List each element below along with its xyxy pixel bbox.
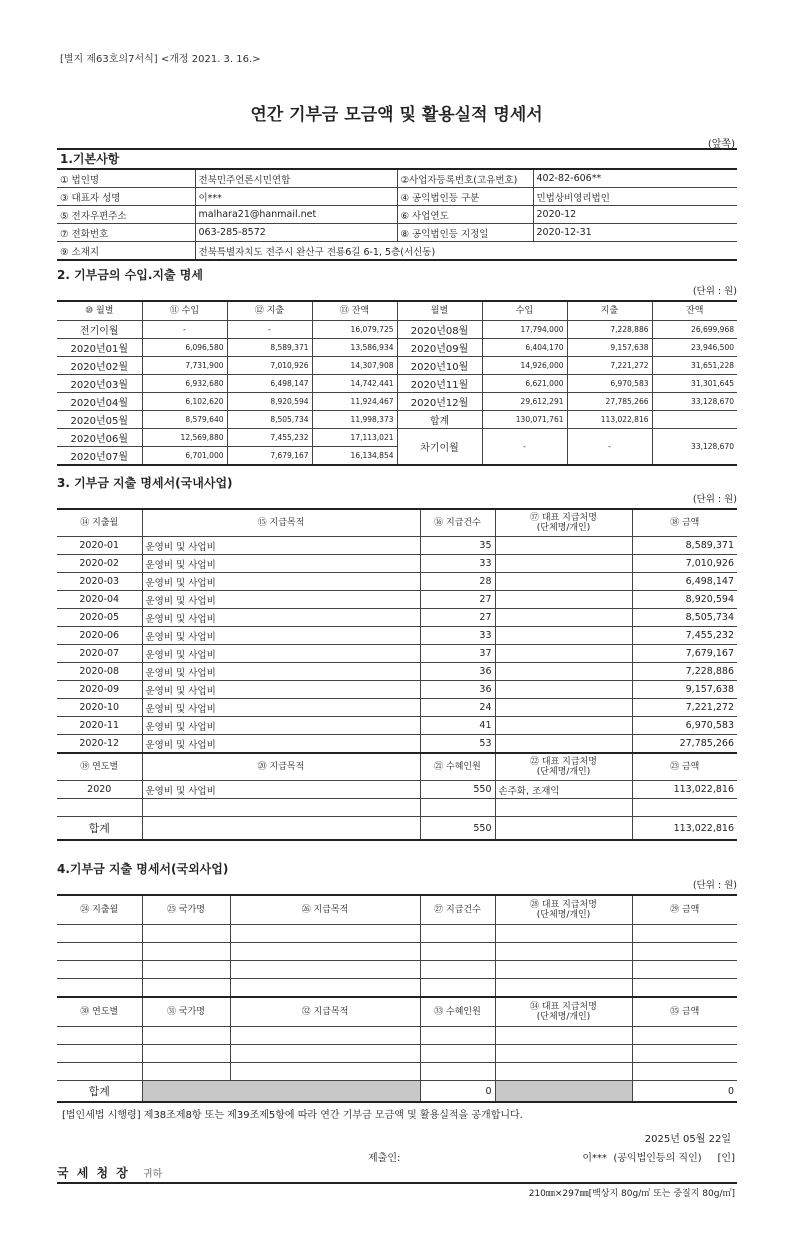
table-cell: 2020년06월 xyxy=(57,429,142,447)
table-cell: 16,079,725 xyxy=(312,321,397,339)
table-cell xyxy=(652,411,737,429)
table-row xyxy=(57,979,737,998)
table-cell: 운영비 및 사업비 xyxy=(142,537,420,555)
submitter-label: 제출인: xyxy=(368,1153,401,1164)
table-cell: ⑱ 금액 xyxy=(632,509,737,537)
table-cell: 2020-12 xyxy=(533,206,737,224)
table-cell xyxy=(420,1045,495,1063)
notice-text: [법인세법 시행령] 제38조제8항 또는 제39조제5항에 따라 연간 기부금 모금액 및 활용실적을 공개합니다. xyxy=(62,1110,523,1121)
table-cell: 운영비 및 사업비 xyxy=(142,627,420,645)
table-cell: 7,679,167 xyxy=(227,447,312,466)
table-cell xyxy=(230,925,420,943)
table-cell: 41 xyxy=(420,717,495,735)
table-cell: 운영비 및 사업비 xyxy=(142,717,420,735)
table-cell: 2020년01월 xyxy=(57,339,142,357)
submitter-value: 이*** (공익법인등의 직인) [인] xyxy=(582,1153,735,1164)
table-row xyxy=(57,735,737,754)
table-cell: ㉔ 지출월 xyxy=(57,895,142,925)
table-header-row xyxy=(57,895,737,925)
table-cell: 6,970,583 xyxy=(632,717,737,735)
table-cell: 24 xyxy=(420,699,495,717)
table-cell: ④ 공익법인등 구분 xyxy=(397,188,533,206)
table-cell: 36 xyxy=(420,681,495,699)
table-cell xyxy=(420,799,495,817)
table-row xyxy=(57,781,737,799)
table-row xyxy=(57,699,737,717)
table-cell xyxy=(495,699,632,717)
table-cell xyxy=(495,609,632,627)
table-row xyxy=(57,627,737,645)
table-cell: 2020년03월 xyxy=(57,375,142,393)
table-cell xyxy=(632,925,737,943)
table-row xyxy=(57,609,737,627)
table-cell: 2020-03 xyxy=(57,573,142,591)
table-cell xyxy=(495,1081,632,1103)
table-cell: 6,621,000 xyxy=(482,375,567,393)
table-cell xyxy=(495,943,632,961)
table-row xyxy=(57,663,737,681)
table-cell xyxy=(632,943,737,961)
table-cell xyxy=(632,961,737,979)
submit-date: 2025년 05월 22일 xyxy=(644,1134,731,1145)
table-cell: 550 xyxy=(420,817,495,841)
table-cell: 2020-12-31 xyxy=(533,224,737,242)
table-row xyxy=(57,645,737,663)
table-cell: 운영비 및 사업비 xyxy=(142,681,420,699)
table-cell: 33 xyxy=(420,555,495,573)
table-cell: 113,022,816 xyxy=(567,411,652,429)
table-cell xyxy=(420,979,495,998)
table-cell xyxy=(495,799,632,817)
table-cell: 6,096,580 xyxy=(142,339,227,357)
table-cell: 7,221,272 xyxy=(632,699,737,717)
table-cell xyxy=(230,1045,420,1063)
table-cell: ㉙ 금액 xyxy=(632,895,737,925)
table-cell: 17,113,021 xyxy=(312,429,397,447)
table-cell: 14,926,000 xyxy=(482,357,567,375)
table-cell: ① 법인명 xyxy=(57,169,195,188)
table-cell: ⑰ 대표 지급처명 (단체명/개인) xyxy=(495,509,632,537)
table-cell xyxy=(495,717,632,735)
table-cell: 2020-01 xyxy=(57,537,142,555)
table-row xyxy=(57,943,737,961)
table-cell: - xyxy=(227,321,312,339)
table-cell: ③ 대표자 성명 xyxy=(57,188,195,206)
table-cell xyxy=(495,1027,632,1045)
table-cell: ㉞ 대표 지급처명 (단체명/개인) xyxy=(495,997,632,1027)
table-header-row xyxy=(57,509,737,537)
table-cell: 운영비 및 사업비 xyxy=(142,735,420,754)
table-cell: 2020년04월 xyxy=(57,393,142,411)
table-cell: 운영비 및 사업비 xyxy=(142,663,420,681)
recipient-line xyxy=(57,1162,737,1184)
table-cell xyxy=(495,645,632,663)
table-header-row xyxy=(57,301,737,321)
table-cell xyxy=(57,943,142,961)
table-cell: 063-285-8572 xyxy=(195,224,397,242)
table-cell: 9,157,638 xyxy=(632,681,737,699)
table-cell: malhara21@hanmail.net xyxy=(195,206,397,224)
table-cell: 2020-02 xyxy=(57,555,142,573)
table-cell xyxy=(230,943,420,961)
table-cell xyxy=(57,1063,142,1081)
table-cell xyxy=(495,961,632,979)
table-cell: 14,307,908 xyxy=(312,357,397,375)
table-cell: 이*** xyxy=(195,188,397,206)
table-cell xyxy=(142,1027,230,1045)
table-cell: 전기이월 xyxy=(57,321,142,339)
table-cell xyxy=(57,979,142,998)
table-row xyxy=(57,1063,737,1081)
table-cell: 7,731,900 xyxy=(142,357,227,375)
table-cell: 27,785,266 xyxy=(632,735,737,754)
table-row xyxy=(57,169,737,188)
table-cell: 합계 xyxy=(397,411,482,429)
table-cell xyxy=(495,1045,632,1063)
table-cell: 2020년12월 xyxy=(397,393,482,411)
table-cell: 2020년05월 xyxy=(57,411,142,429)
section-title: 1.기본사항 xyxy=(60,152,120,166)
table-cell xyxy=(142,817,420,841)
table-cell xyxy=(142,1063,230,1081)
table-cell: 113,022,816 xyxy=(632,817,737,841)
section-basic-info xyxy=(57,148,737,261)
table-cell xyxy=(495,555,632,573)
table-cell xyxy=(142,1045,230,1063)
table-cell: 130,071,761 xyxy=(482,411,567,429)
table-cell: 550 xyxy=(420,781,495,799)
table-cell: 8,589,371 xyxy=(632,537,737,555)
table-row xyxy=(57,393,737,411)
recipient: 국 세 청 장 xyxy=(57,1166,130,1180)
table-cell: ㉑ 수혜인원 xyxy=(420,753,495,781)
table-cell: 7,455,232 xyxy=(227,429,312,447)
table-cell xyxy=(632,979,737,998)
table-row xyxy=(57,537,737,555)
table-cell: 35 xyxy=(420,537,495,555)
table-header-row xyxy=(57,997,737,1027)
table-row xyxy=(57,925,737,943)
table-cell: 11,998,373 xyxy=(312,411,397,429)
table-cell xyxy=(420,925,495,943)
table-cell: 0 xyxy=(420,1081,495,1103)
table-cell: ⑯ 지급건수 xyxy=(420,509,495,537)
form-number: [별지 제63호의7서식] <개정 2021. 3. 16.> xyxy=(60,54,261,65)
table-cell: 7,221,272 xyxy=(567,357,652,375)
table-cell: 6,932,680 xyxy=(142,375,227,393)
table-row xyxy=(57,339,737,357)
table-cell xyxy=(57,961,142,979)
table-cell: 민법상비영리법인 xyxy=(533,188,737,206)
table-cell: ㉒ 대표 지급처명 (단체명/개인) xyxy=(495,753,632,781)
table-cell: 11,924,467 xyxy=(312,393,397,411)
table-cell: 2020-05 xyxy=(57,609,142,627)
section-overseas-expense xyxy=(57,860,737,1103)
table-cell xyxy=(420,961,495,979)
table-cell xyxy=(495,817,632,841)
table-cell: 0 xyxy=(632,1081,737,1103)
table-cell: 8,920,594 xyxy=(227,393,312,411)
table-cell: ⑫ 지출 xyxy=(227,301,312,321)
table-cell xyxy=(495,681,632,699)
table-cell: 2020-11 xyxy=(57,717,142,735)
table-cell: 6,404,170 xyxy=(482,339,567,357)
table-row xyxy=(57,188,737,206)
table-cell xyxy=(230,961,420,979)
table-cell: 33,128,670 xyxy=(652,429,737,466)
table-cell: 53 xyxy=(420,735,495,754)
table-cell xyxy=(142,1081,420,1103)
table-cell: - xyxy=(142,321,227,339)
table-cell: 28 xyxy=(420,573,495,591)
paper-spec: 210㎜×297㎜[백상지 80g/㎡ 또는 중질지 80g/㎡] xyxy=(528,1189,735,1199)
table-cell: 14,742,441 xyxy=(312,375,397,393)
table-cell: 2020-06 xyxy=(57,627,142,645)
address-label: ⑨ 소재지 xyxy=(57,242,195,261)
table-row xyxy=(57,1045,737,1063)
table-cell: ㉓ 금액 xyxy=(632,753,737,781)
table-cell: 7,228,886 xyxy=(567,321,652,339)
table-row xyxy=(57,224,737,242)
table-cell: 2020-07 xyxy=(57,645,142,663)
table-cell: 26,699,968 xyxy=(652,321,737,339)
table-cell: 6,498,147 xyxy=(227,375,312,393)
unit-label: (단위 : 원) xyxy=(692,286,737,297)
table-cell: 8,505,734 xyxy=(227,411,312,429)
table-row xyxy=(57,206,737,224)
table-cell: ㉕ 국가명 xyxy=(142,895,230,925)
table-cell: 2020-12 xyxy=(57,735,142,754)
table-cell xyxy=(495,1063,632,1081)
table-cell xyxy=(632,1063,737,1081)
table-cell: 27 xyxy=(420,591,495,609)
table-cell xyxy=(632,799,737,817)
table-cell xyxy=(142,961,230,979)
table-cell: 31,301,645 xyxy=(652,375,737,393)
section-title: 2. 기부금의 수입.지출 명세 xyxy=(57,268,203,282)
table-row xyxy=(57,573,737,591)
unit-label: (단위 : 원) xyxy=(692,494,737,505)
table-row xyxy=(57,411,737,429)
table-cell: 6,701,000 xyxy=(142,447,227,466)
table-cell: ㉘ 대표 지급처명 (단체명/개인) xyxy=(495,895,632,925)
table-cell xyxy=(632,1045,737,1063)
table-row xyxy=(57,1027,737,1045)
table-cell: 7,228,886 xyxy=(632,663,737,681)
table-cell xyxy=(230,979,420,998)
section-title: 3. 기부금 지출 명세서(국내사업) xyxy=(57,476,233,490)
table-cell: ⑧ 공익법인등 지정일 xyxy=(397,224,533,242)
table-cell: 2020년11월 xyxy=(397,375,482,393)
table-cell: ⑲ 연도별 xyxy=(57,753,142,781)
table-cell: 운영비 및 사업비 xyxy=(142,781,420,799)
table-cell: 113,022,816 xyxy=(632,781,737,799)
table-cell: 33,128,670 xyxy=(652,393,737,411)
table-cell: ㉜ 지급목적 xyxy=(230,997,420,1027)
table-cell: 2020년02월 xyxy=(57,357,142,375)
table-cell: ㉟ 금액 xyxy=(632,997,737,1027)
table-cell xyxy=(57,799,142,817)
table-cell: 36 xyxy=(420,663,495,681)
table-cell: 402-82-606** xyxy=(533,169,737,188)
section-domestic-expense xyxy=(57,474,737,841)
table-cell xyxy=(420,943,495,961)
table-cell: ㉛ 국가명 xyxy=(142,997,230,1027)
table-cell xyxy=(495,735,632,754)
table-row xyxy=(57,717,737,735)
table-row xyxy=(57,681,737,699)
table-row xyxy=(57,321,737,339)
table-cell: ⑳ 지급목적 xyxy=(142,753,420,781)
table-cell: 6,102,620 xyxy=(142,393,227,411)
table-cell xyxy=(495,573,632,591)
table-cell: 2020년09월 xyxy=(397,339,482,357)
recipient-suffix: 귀하 xyxy=(143,1169,163,1180)
table-cell: 29,612,291 xyxy=(482,393,567,411)
address-value: 전북특별자치도 전주시 완산구 전룡6길 6-1, 5층(서신동) xyxy=(195,242,737,261)
table-cell: 33 xyxy=(420,627,495,645)
table-cell: ⑩ 월별 xyxy=(57,301,142,321)
table-cell xyxy=(142,925,230,943)
table-cell: 2020-09 xyxy=(57,681,142,699)
table-row xyxy=(57,555,737,573)
table-cell: 합계 xyxy=(57,1081,142,1103)
table-cell: 운영비 및 사업비 xyxy=(142,591,420,609)
table-cell: 운영비 및 사업비 xyxy=(142,645,420,663)
table-cell: 27,785,266 xyxy=(567,393,652,411)
section-income-expense xyxy=(57,266,737,466)
table-cell xyxy=(495,537,632,555)
table-cell: 8,920,594 xyxy=(632,591,737,609)
table-cell: 6,970,583 xyxy=(567,375,652,393)
table-cell: 운영비 및 사업비 xyxy=(142,555,420,573)
table-cell xyxy=(142,979,230,998)
table-cell: ⑦ 전화번호 xyxy=(57,224,195,242)
table-cell: 수입 xyxy=(482,301,567,321)
table-cell: ㉝ 수혜인원 xyxy=(420,997,495,1027)
table-cell: ㉗ 지급건수 xyxy=(420,895,495,925)
table-cell: 운영비 및 사업비 xyxy=(142,609,420,627)
table-cell xyxy=(495,925,632,943)
table-cell: 2020-10 xyxy=(57,699,142,717)
table-cell xyxy=(495,663,632,681)
table-row xyxy=(57,799,737,817)
table-cell: ㉚ 연도별 xyxy=(57,997,142,1027)
table-cell xyxy=(420,1027,495,1045)
total-row xyxy=(57,1081,737,1103)
table-cell xyxy=(57,925,142,943)
table-cell: 6,498,147 xyxy=(632,573,737,591)
table-cell: 합계 xyxy=(57,817,142,841)
table-cell xyxy=(142,799,420,817)
table-cell: ㉖ 지급목적 xyxy=(230,895,420,925)
table-cell: 8,505,734 xyxy=(632,609,737,627)
table-cell: 운영비 및 사업비 xyxy=(142,573,420,591)
table-cell: ⑪ 수입 xyxy=(142,301,227,321)
table-cell: 8,589,371 xyxy=(227,339,312,357)
table-cell xyxy=(495,979,632,998)
table-cell: 8,579,640 xyxy=(142,411,227,429)
table-cell: ②사업자등록번호(고유번호) xyxy=(397,169,533,188)
table-cell: 전북민주언론시민연합 xyxy=(195,169,397,188)
table-cell: 운영비 및 사업비 xyxy=(142,699,420,717)
table-cell xyxy=(142,943,230,961)
table-cell: 손주화, 조재익 xyxy=(495,781,632,799)
table-cell: 37 xyxy=(420,645,495,663)
table-cell xyxy=(632,1027,737,1045)
table-row xyxy=(57,375,737,393)
table-cell: 31,651,228 xyxy=(652,357,737,375)
table-cell: 17,794,000 xyxy=(482,321,567,339)
table-cell: ⑥ 사업연도 xyxy=(397,206,533,224)
table-cell: 2020년07월 xyxy=(57,447,142,466)
total-row xyxy=(57,817,737,841)
table-cell: 27 xyxy=(420,609,495,627)
table-cell xyxy=(230,1027,420,1045)
table-cell: 2020년10월 xyxy=(397,357,482,375)
table-cell: 13,586,934 xyxy=(312,339,397,357)
table-cell: - xyxy=(482,429,567,466)
table-cell: 차기이월 xyxy=(397,429,482,466)
table-cell xyxy=(57,1027,142,1045)
table-cell: 12,569,880 xyxy=(142,429,227,447)
table-cell xyxy=(495,591,632,609)
table-cell: 7,679,167 xyxy=(632,645,737,663)
table-cell: 월별 xyxy=(397,301,482,321)
table-cell xyxy=(57,1045,142,1063)
table-cell: ⑬ 잔액 xyxy=(312,301,397,321)
table-row xyxy=(57,591,737,609)
table-cell: 지출 xyxy=(567,301,652,321)
table-cell: - xyxy=(567,429,652,466)
table-cell: 7,455,232 xyxy=(632,627,737,645)
table-cell: 잔액 xyxy=(652,301,737,321)
table-cell: 9,157,638 xyxy=(567,339,652,357)
table-row xyxy=(57,961,737,979)
table-header-row xyxy=(57,753,737,781)
table-cell: 16,134,854 xyxy=(312,447,397,466)
table-cell: 2020-04 xyxy=(57,591,142,609)
unit-label: (단위 : 원) xyxy=(692,880,737,891)
table-cell: 2020 xyxy=(57,781,142,799)
table-cell xyxy=(420,1063,495,1081)
table-cell: 23,946,500 xyxy=(652,339,737,357)
table-row xyxy=(57,429,737,447)
page-title: 연간 기부금 모금액 및 활용실적 명세서 xyxy=(250,105,543,125)
table-cell: 7,010,926 xyxy=(632,555,737,573)
table-cell: 2020년08월 xyxy=(397,321,482,339)
section-title: 4.기부금 지출 명세서(국외사업) xyxy=(57,862,229,876)
table-row xyxy=(57,357,737,375)
table-cell: 2020-08 xyxy=(57,663,142,681)
table-cell: ⑮ 지급목적 xyxy=(142,509,420,537)
table-cell: ⑭ 지출월 xyxy=(57,509,142,537)
page-side: (앞쪽) xyxy=(707,139,735,150)
table-cell xyxy=(230,1063,420,1081)
table-cell: ⑤ 전자우편주소 xyxy=(57,206,195,224)
table-cell xyxy=(495,627,632,645)
table-cell: 7,010,926 xyxy=(227,357,312,375)
